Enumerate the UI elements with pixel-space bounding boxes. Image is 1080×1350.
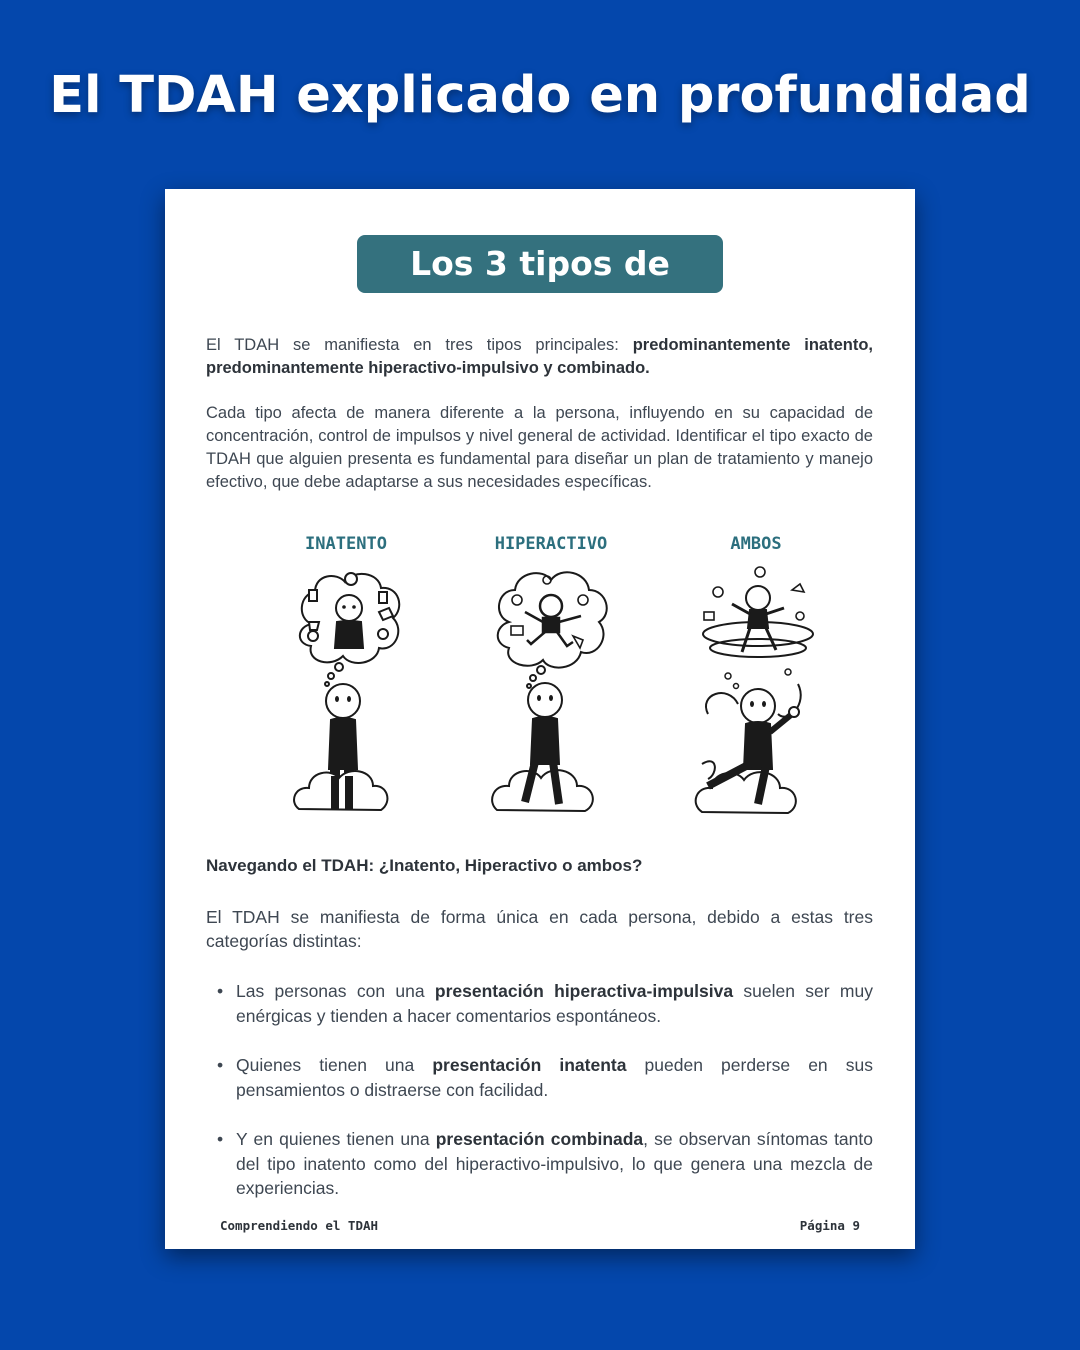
figure-label-hiperactivo: HIPERACTIVO: [494, 534, 608, 554]
intro-lead: El TDAH se manifiesta en tres tipos principales:: [206, 336, 633, 354]
paragraph-2: Cada tipo afecta de manera diferente a la persona, influyendo en su capacidad de concentración, control de impulsos y nivel general de actividad. Identificar el tipo exacto de TDAH que alguien presenta es fundamental para diseñar un plan de tratamiento y manejo efectivo, que debe adaptarse a sus necesidades específicas.: [206, 404, 873, 491]
thinking-stick-figure-on-cloud-icon: [287, 564, 417, 824]
intro-paragraph: [206, 334, 873, 380]
bullet-post: pueden perderse en sus pensamientos o distraerse con facilidad.: [236, 1055, 873, 1100]
list-item: [217, 1127, 873, 1201]
headline: El TDAH explicado en profundidad: [49, 66, 1031, 125]
whirlwind-stick-figure-on-cloud-icon: [688, 564, 818, 824]
bullet-bold: presentación hiperactiva-impulsiva: [434, 981, 734, 1001]
footer-book-title: Comprendiendo el TDAH: [220, 1218, 379, 1233]
energetic-stick-figure-on-cloud-icon: [487, 564, 617, 824]
bullet-bold: presentación combinada: [435, 1129, 644, 1149]
list-item: [217, 1053, 873, 1102]
paragraph-3: El TDAH se manifiesta de forma única en cada persona, debido a estas tres categorías distintas:: [206, 907, 873, 951]
bullet-post: , se observan síntomas tanto del tipo inatento como del hiperactivo-impulsivo, lo que genera una mezcla de experiencias.: [236, 1129, 873, 1198]
list-item: [217, 979, 873, 1028]
bullet-bold: presentación inatenta: [432, 1055, 627, 1075]
bullet-pre: Las personas con una: [236, 981, 435, 1001]
document-page: [165, 189, 915, 1249]
figure-label-ambos: AMBOS: [730, 534, 782, 554]
bullet-pre: Y en quienes tienen una: [236, 1129, 436, 1149]
bullet-list: [217, 979, 873, 1226]
page-title: Los 3 tipos de TDAH: [357, 235, 723, 293]
footer-page-number: Página 9: [799, 1218, 860, 1233]
figure-label-inatento: INATENTO: [305, 534, 387, 554]
subheading: Navegando el TDAH: ¿Inatento, Hiperactivo o ambos?: [206, 856, 643, 875]
intro-bold: predominantemente inatento, predominantemente hiperactivo-impulsivo y combinado.: [206, 336, 873, 377]
bullet-post: suelen ser muy enérgicas y tienden a hacer comentarios espontáneos.: [236, 981, 873, 1026]
bullet-pre: Quienes tienen una: [236, 1055, 433, 1075]
